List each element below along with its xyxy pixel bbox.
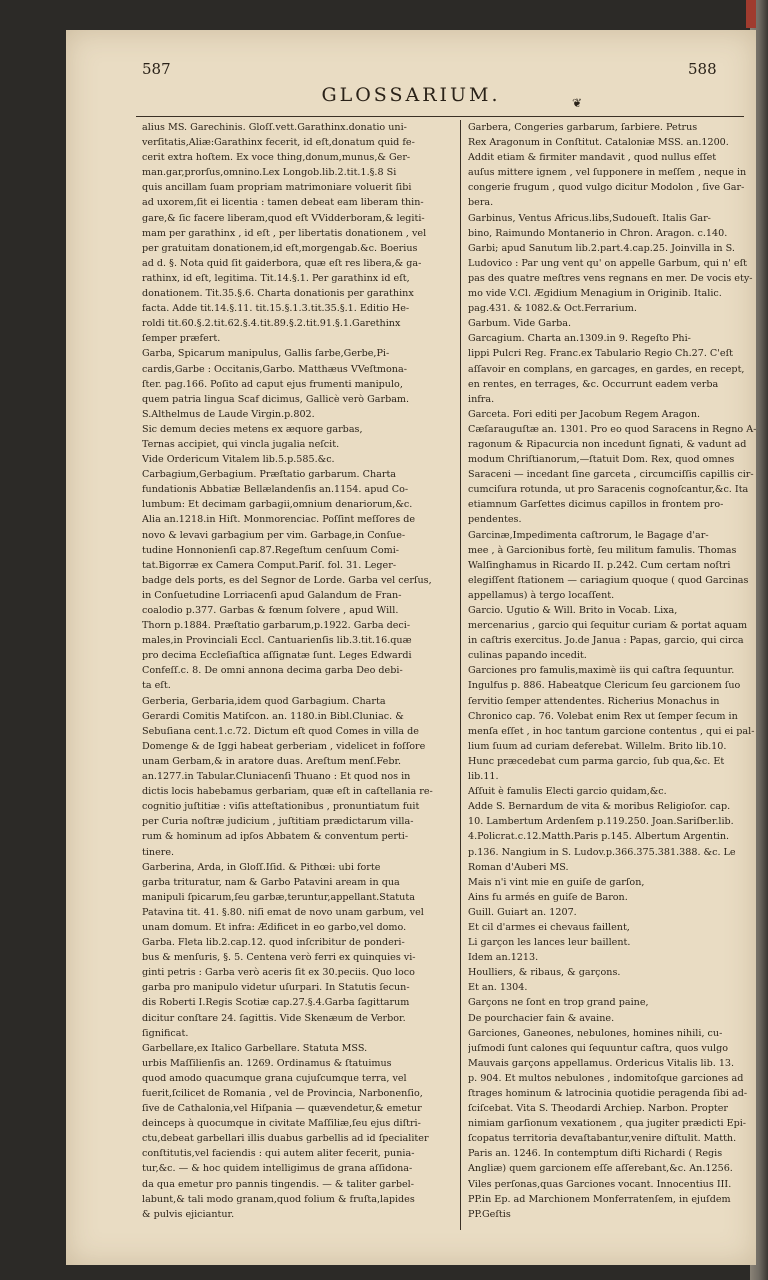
text-line: tudine Honnonienſi cap.87.Regeſtum cenſuum Comi- xyxy=(142,544,399,556)
text-line: per Curia noſtræ judicium , juſtitiam prædictarum villa- xyxy=(142,816,414,828)
text-line: congerie frugum , quod vulgo dicitur Modolon , ſive Gar- xyxy=(468,182,745,194)
text-line: Cæſarauguſtæ an. 1301. Pro eo quod Saracens in Regno A- xyxy=(468,423,756,435)
text-line: Gerberia, Gerbaria,idem quod Garbagium. Charta xyxy=(142,695,386,707)
text-line: ſter. pag.166. Poſito ad caput ejus frumenti manipulo, xyxy=(142,378,403,390)
text-line: fuerit,ſcilicet de Romania , vel de Provincia, Narbonenſio, xyxy=(142,1088,423,1099)
text-line: 4.Policrat.c.12.Matth.Paris p.145. Albertum Argentin. xyxy=(468,831,730,843)
text-line: nimiam garſionum vexationem , qua jugiter prædicti Epi- xyxy=(468,1118,747,1130)
text-line: da qua emetur pro pannis tingendis. — & taliter garbel- xyxy=(142,1178,414,1190)
text-line: culinas papando incedit. xyxy=(468,650,587,662)
text-line: lium ſuum ad curiam deferebat. Willelm. Brito lib.10. xyxy=(468,740,727,752)
text-line: pendentes. xyxy=(468,514,522,526)
text-line: elegiſſent ſtationem — cariagium quoque ( quod Garcinas xyxy=(468,574,749,586)
text-line: quis ancillam ſuam propriam matrimoniare voluerit ſibi xyxy=(142,182,412,194)
text-line: pro decima Eccleſiaſtica aſſignatæ ſunt. Leges Edwardi xyxy=(142,650,412,662)
text-line: Alia an.1218.in Hiſt. Monmorenciac. Poſſint meſſores de xyxy=(142,514,416,526)
text-line: lib.11. xyxy=(468,771,499,783)
text-line: bino, Raimundo Montanerio in Chron. Aragon. c.140. xyxy=(468,227,728,239)
text-line: Garcio. Ugutio & Will. Brito in Vocab. Lixa, xyxy=(468,605,678,616)
text-line: facta. Adde tit.14.§.11. tit.15.§.1.3.tit.35.§.1. Editio He- xyxy=(142,303,410,315)
text-line: Vide Ordericum Vitalem lib.5.p.585.&c. xyxy=(142,454,335,466)
text-line: tat.Bigorræ ex Camera Comput.Pariſ. fol. 31. Leger- xyxy=(142,559,397,571)
text-line: cardis,Garbe : Occitanis,Garbo. Matthæus VVeſtmona- xyxy=(142,363,407,375)
text-line: Saraceni — incedant ſine garceta , circumciſſis capillis cir- xyxy=(468,469,754,481)
text-line: alius MS. Garechinis. Gloſſ.vett.Garathinx.donatio uni- xyxy=(142,122,407,133)
text-line: Garceta. Fori editi per Jacobum Regem Aragon. xyxy=(468,408,701,420)
text-line: quod amodo quacumque grana cujuſcumque terra, vel xyxy=(142,1072,407,1084)
text-line: cognitio juſtitiæ : viſis atteſtationibus , pronuntiatum fuit xyxy=(142,801,420,813)
text-line: males,in Provinciali Eccl. Cantuarienſis lib.3.tit.16.quæ xyxy=(142,635,412,647)
text-line: bus & menſuris, §. 5. Centena verò ferri ex quinquies vi- xyxy=(142,952,416,964)
text-line: auſus mittere ignem , vel ſupponere in meſſem , neque in xyxy=(468,167,747,179)
text-line: quem patria lingua Scaf dicimus, Gallicè verò Garbam. xyxy=(142,393,410,405)
page-number-left: 587 xyxy=(142,60,171,78)
text-line: ragonum & Ripacurcia non incedunt ſignati, & vadunt ad xyxy=(468,438,747,450)
text-line: modum Chriſtianorum,—ſtatuit Dom. Rex, quod omnes xyxy=(468,454,735,466)
text-line: Patavina tit. 41. §.80. niſi emat de novo unam garbum, vel xyxy=(142,906,424,918)
text-line: lippi Pulcri Reg. Franc.ex Tabulario Regio Ch.27. C'eſt xyxy=(468,348,733,360)
text-line: Confeſſ.c. 8. De omni annona decima garba Deo debi- xyxy=(142,665,403,677)
text-line: ſciſcebat. Vita S. Theodardi Archiep. Narbon. Propter xyxy=(468,1103,728,1115)
text-line: dicitur conſtare 24. ſagittis. Vide Skenæum de Verbor. xyxy=(142,1012,406,1024)
text-line: aſſavoir en complans, en garcages, en gardes, en recept, xyxy=(468,363,745,375)
text-line: ſcopatus territoria devaſtabantur,venire diſtulit. Matth. xyxy=(468,1133,737,1145)
text-line: Et cil d'armes ei chevaus faillent, xyxy=(468,921,630,933)
text-line: Hunc præcedebat cum parma garcio, ſub qua,&c. Et xyxy=(468,755,725,767)
text-line: pag.431. & 1082.& Oct.Ferrarium. xyxy=(468,303,637,315)
text-line: Ingulfus p. 886. Habeatque Clericum ſeu garcionem ſuo xyxy=(468,680,741,692)
text-line: mo vide V.Cl. Ægidium Menagium in Originib. Italic. xyxy=(468,288,722,300)
text-line: Ains fu armés en guiſe de Baron. xyxy=(468,891,628,903)
text-line: ginti petris : Garba verò aceris ſit ex 30.peciis. Quo loco xyxy=(142,967,415,979)
text-line: etiamnum Garſettes dicimus capillos in frontem pro- xyxy=(468,499,724,511)
text-line: Roman d'Auberi MS. xyxy=(468,861,569,873)
text-line: labunt,& tali modo granam,quod folium & fruſta,lapides xyxy=(142,1193,415,1205)
text-line: dis Roberti I.Regis Scotiæ cap.27.§.4.Garba ſagittarum xyxy=(142,997,410,1009)
text-line: Adde S. Bernardum de vita & moribus Religioſor. cap. xyxy=(468,801,731,813)
left-column xyxy=(142,120,454,1222)
text-line: Gerardi Comitis Matiſcon. an. 1180.in Bibl.Cluniac. & xyxy=(142,710,404,722)
text-line: Houlliers, & ribaus, & garçons. xyxy=(468,967,621,979)
text-line: donationem. Tit.35.§.6. Charta donationis per garathinx xyxy=(142,288,414,300)
text-line: unam Gerbam,& in aratore duas. Areſtum menſ.Febr. xyxy=(142,755,402,767)
text-line: an.1277.in Tabular.Cluniacenſi Thuano : Et quod nos in xyxy=(142,771,411,783)
text-line: Paris an. 1246. In contemptum diſti Richardi ( Regis xyxy=(468,1148,723,1160)
text-line: bera. xyxy=(468,197,494,209)
page-title: GLOSSARIUM. xyxy=(321,84,501,106)
page-number-right: 588 xyxy=(688,60,717,78)
text-line: rum & hominum ad ipſos Abbatem & conventum perti- xyxy=(142,831,409,843)
text-line: Angliæ) quem garcionem eſſe aſſerebant,&c. An.1256. xyxy=(468,1163,733,1175)
text-line: manipuli ſpicarum,ſeu garbæ,teruntur,appellant.Statuta xyxy=(142,891,415,903)
text-line: mee , à Garcionibus fortè, ſeu militum famulis. Thomas xyxy=(468,544,737,556)
text-line: in Conſuetudine Lorriacenſi apud Galandum de Fran- xyxy=(142,589,402,601)
text-line: Garbi; apud Sanutum lib.2.part.4.cap.25. Joinvilla in S. xyxy=(468,242,735,254)
text-line: Garbellare,ex Italico Garbellare. Statuta MSS. xyxy=(142,1042,368,1054)
text-line: menſa eſſet , in hoc tantum garcione contentus , qui ei pal- xyxy=(468,725,755,737)
text-line: Sebuſiana cent.1.c.72. Dictum eſt quod Comes in villa de xyxy=(142,725,419,737)
text-line: in caſtris exercitus. Jo.de Janua : Papas, garcio, qui circa xyxy=(468,635,744,647)
text-line: p. 904. Et multos nebulones , indomitoſque garciones ad xyxy=(468,1072,744,1084)
text-line: garba pro manipulo videtur uſurpari. In Statutis ſecun- xyxy=(142,982,410,994)
text-line: Garçons ne ſont en trop grand paine, xyxy=(468,997,649,1009)
text-line: ad uxorem,ſit ei licentia : tamen debeat eam liberam thin- xyxy=(142,197,424,209)
text-line: PP.in Ep. ad Marchionem Monferratenſem, in ejuſdem xyxy=(468,1193,731,1205)
text-line: ſervitio ſemper attendentes. Richerius Monachus in xyxy=(468,695,720,707)
text-line: Addit etiam & firmiter mandavit , quod nullus eſſet xyxy=(468,152,717,164)
text-line: Garciones pro famulis,maximè iis qui caſtra ſequuntur. xyxy=(468,665,735,677)
text-line: unam domum. Et infra: Ædificet in eo garbo,vel domo. xyxy=(142,921,407,933)
text-line: Garbinus, Ventus Africus.libs,Sudoueſt. Italis Gar- xyxy=(468,212,711,224)
text-line: Ludovico : Par ung vent qu' on appelle Garbum, qui n' eſt xyxy=(468,257,747,269)
text-line: Et an. 1304. xyxy=(468,982,528,994)
text-line: S.Althelmus de Laude Virgin.p.802. xyxy=(142,408,315,420)
text-line: mam per garathinx , id eſt , per libertatis donationem , vel xyxy=(142,227,427,239)
text-line: Thorn p.1884. Præſtatio garbarum,p.1922. Garba deci- xyxy=(142,620,411,632)
text-line: Aſſuit è famulis Electi garcio quidam,&c. xyxy=(468,786,667,798)
text-line: Viles perſonas,quas Garciones vocant. Innocentius III. xyxy=(468,1178,732,1190)
text-line: Walſinghamus in Ricardo II. p.242. Cum certam noſtri xyxy=(468,559,731,571)
text-line: De pourchacier fain & avaine. xyxy=(468,1012,615,1024)
text-line: verſitatis,Aliæ:Garathinx fecerit, id eſt,donatum quid fe- xyxy=(142,137,415,149)
header-rule xyxy=(136,116,744,117)
text-line: Guill. Guiart an. 1207. xyxy=(468,906,577,918)
text-line: garba trituratur, nam & Garbo Patavini aream in qua xyxy=(142,876,400,888)
text-line: Chronico cap. 76. Volebat enim Rex ut ſemper ſecum in xyxy=(468,710,738,722)
text-line: Mais n'i vint mie en guiſe de garſon, xyxy=(468,876,645,888)
text-line: Garbum. Vide Garba. xyxy=(468,318,572,330)
text-line: Sic demum decies metens ex æquore garbas, xyxy=(142,423,363,435)
text-line: coalodio p.377. Garbas & fœnum ſolvere , apud Will. xyxy=(142,605,399,616)
right-column xyxy=(468,120,756,1222)
text-line: en rentes, en terrages, &c. Occurrunt eadem verba xyxy=(468,378,719,390)
text-line: Li garçon les lances leur baillent. xyxy=(468,937,631,949)
text-line: ta eſt. xyxy=(142,680,171,692)
text-line: Garba. Fleta lib.2.cap.12. quod inſcribitur de ponderi- xyxy=(142,937,405,949)
text-line: mercenarius , garcio qui ſequitur curiam & portat aquam xyxy=(468,620,748,632)
text-line: man.gar,prorſus,omnino.Lex Longob.lib.2.tit.1.§.8 Si xyxy=(142,167,397,179)
text-line: ad d. §. Nota quid ſit gaiderbora, quæ eſt res libera,& ga- xyxy=(142,257,422,269)
text-line: PP.Geſtis xyxy=(468,1208,511,1220)
text-line: Domenge & de Iggi habeat gerberiam , videlicet in foſſore xyxy=(142,740,426,752)
text-line: gare,& ſic facere liberam,quod eſt VVidderboram,& legiti- xyxy=(142,212,425,224)
text-line: fundationis Abbatiæ Bellælandenſis an.1154. apud Co- xyxy=(142,484,409,496)
text-line: badge dels ports, es del Segnor de Lorde. Garba vel cerſus, xyxy=(142,574,432,586)
text-line: ſignificat. xyxy=(142,1027,189,1039)
text-line: ctu,debeat garbellari illis duabus garbellis ad id ſpecialiter xyxy=(142,1133,429,1145)
text-line: Rex Aragonum in Conſtitut. Cataloniæ MSS. an.1200. xyxy=(468,137,729,149)
text-line: Carbagium,Gerbagium. Præſtatio garbarum. Charta xyxy=(142,469,397,481)
text-line: dictis locis habebamus gerbariam, quæ eſt in caſtellania re- xyxy=(142,786,433,798)
text-line: ſemper præfert. xyxy=(142,333,221,345)
text-line: ſtrages hominum & latrocinia quotidie peragenda ſibi ad- xyxy=(468,1088,748,1099)
bookmark-ribbon xyxy=(746,0,756,28)
text-line: novo & levavi garbagium per vim. Garbage,in Conſue- xyxy=(142,529,406,541)
text-line: tinere. xyxy=(142,846,175,858)
text-line: roldi tit.60.§.2.tit.62.§.4.tit.89.§.2.tit.91.§.1.Garethinx xyxy=(142,318,401,330)
text-line: ſive de Cathalonia,vel Hiſpania — quævendetur,& emetur xyxy=(142,1103,422,1115)
text-line: Ternas accipiet, qui vincla jugalia neſcit. xyxy=(142,438,340,450)
text-line: Garciones, Ganeones, nebulones, homines nihili, cu- xyxy=(468,1027,723,1039)
text-line: 10. Lambertum Ardenſem p.119.250. Joan.Sariſber.lib. xyxy=(468,816,734,828)
text-line: conſtitutis,vel faciendis : qui autem aliter fecerit, punia- xyxy=(142,1148,415,1160)
fleuron-mark: ❦ xyxy=(572,96,583,110)
text-line: per gratuitam donationem,id eſt,morgengab.&c. Boerius xyxy=(142,242,418,254)
text-line: Garcagium. Charta an.1309.in 9. Regeſto Phi- xyxy=(468,333,691,345)
text-line: Garbera, Congeries garbarum, ſarbiere. Petrus xyxy=(468,122,698,133)
text-line: Mauvais garçons appellamus. Ordericus Vitalis lib. 13. xyxy=(468,1057,735,1069)
text-line: cumciſura rotunda, ut pro Saracenis cognoſcantur,&c. Ita xyxy=(468,484,749,496)
text-line: pas des quatre meſtres vens regnans en mer. De vocis ety- xyxy=(468,272,753,284)
text-line: p.136. Nangium in S. Ludov.p.366.375.381.388. &c. Le xyxy=(468,846,736,858)
text-line: Garcinæ,Impedimenta caſtrorum, le Bagage d'ar- xyxy=(468,529,709,541)
text-line: & pulvis ejiciantur. xyxy=(142,1208,235,1220)
text-line: urbis Maſſilienſis an. 1269. Ordinamus & ſtatuimus xyxy=(142,1057,392,1069)
text-line: infra. xyxy=(468,393,495,405)
text-line: deinceps à quocumque in civitate Maſſiliæ,ſeu ejus diſtri- xyxy=(142,1118,421,1130)
text-line: juſmodi ſunt calones qui ſequuntur caſtra, quos vulgo xyxy=(468,1042,728,1054)
text-line: cerit extra hoſtem. Ex voce thing,donum,munus,& Ger- xyxy=(142,152,411,164)
text-line: appellamus) à tergo locaſſent. xyxy=(468,589,615,601)
text-line: Garberina, Arda, in Gloſſ.Iſid. & Pithœi: ubi forte xyxy=(142,861,381,873)
text-line: Garba, Spicarum manipulus, Gallis ſarbe,Gerbe,Pi- xyxy=(142,348,390,360)
text-line: lumbum: Et decimam garbagii,omnium denariorum,&c. xyxy=(142,499,413,511)
text-line: rathinx, id eſt, legitima. Tit.14.§.1. Per garathinx id eſt, xyxy=(142,272,410,284)
book-page xyxy=(66,30,756,1265)
column-divider xyxy=(460,120,461,1230)
text-line: Idem an.1213. xyxy=(468,952,539,964)
text-line: tur,&c. — & hoc quidem intelligimus de grana aſſidona- xyxy=(142,1163,413,1175)
